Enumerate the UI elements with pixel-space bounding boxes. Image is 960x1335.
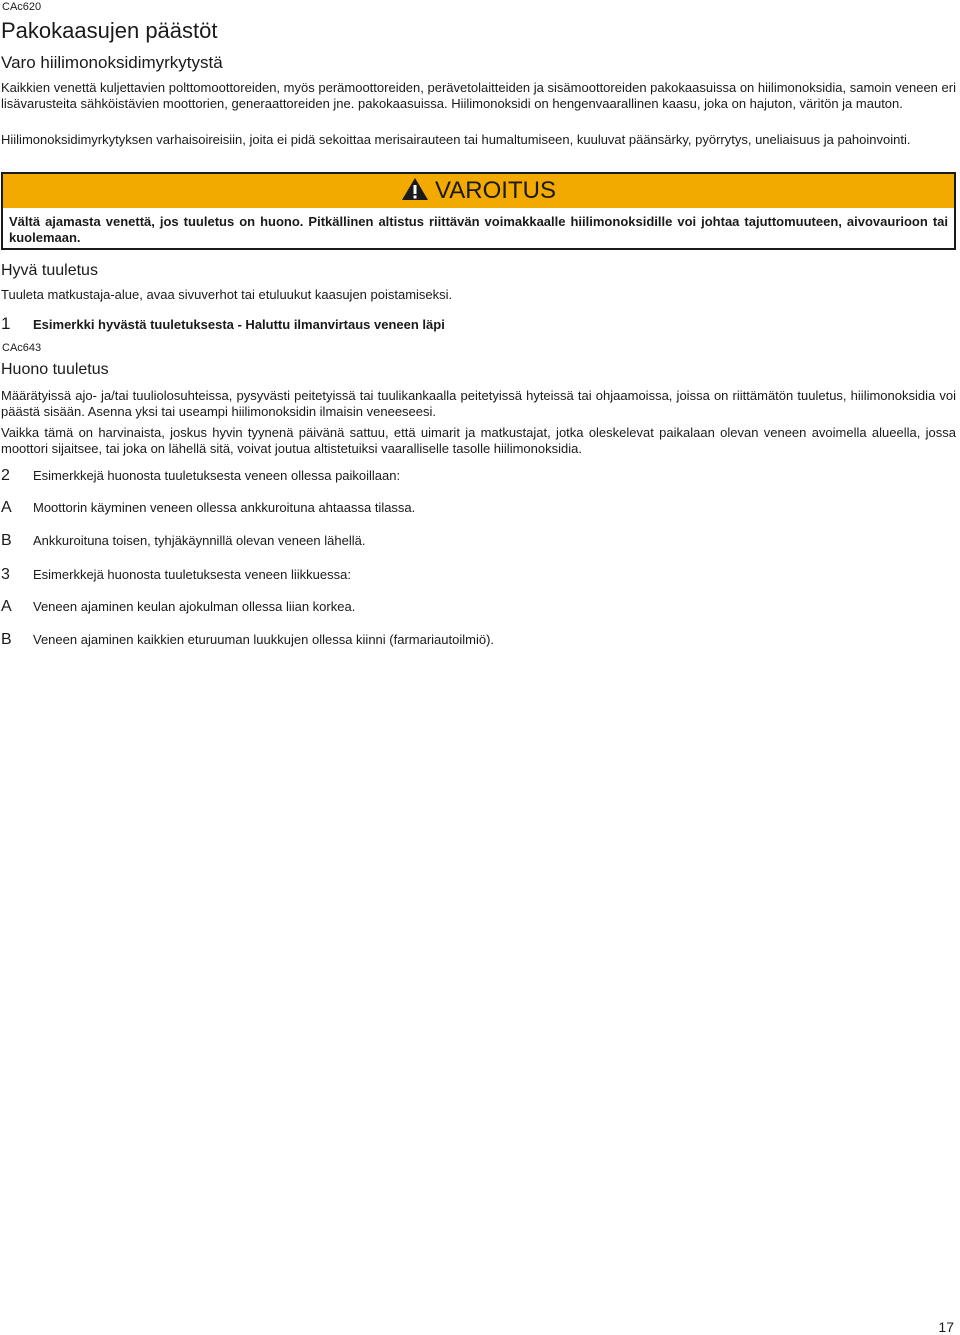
- figure-1-caption: [1, 316, 445, 333]
- list-item: [1, 599, 355, 615]
- list-item: [1, 632, 494, 648]
- list-item-text: Ankkuroituna toisen, tyhjäkäynnillä olevan veneen lähellä.: [33, 533, 366, 548]
- warning-header: [3, 174, 954, 208]
- figure-number: 2: [1, 467, 10, 484]
- intro-paragraph-2: Hiilimonoksidimyrkytyksen varhaisoireisiin, joita ei pidä sekoittaa merisairauteen tai humaltumiseen, kuuluvat päänsärky, pyörrytys, uneliaisuus ja pahoinvointi.: [1, 132, 911, 147]
- list-item: [1, 533, 365, 549]
- figure-number: 1: [1, 314, 11, 333]
- poor-ventilation-heading: Huono tuuletus: [1, 361, 109, 378]
- figure-number: 3: [1, 566, 10, 583]
- list-item-text: Veneen ajaminen kaikkien eturuuman luukkujen ollessa kiinni (farmariautoilmiö).: [33, 632, 495, 647]
- list-item-key: A: [1, 598, 12, 615]
- figure-caption-text: Esimerkkejä huonosta tuuletuksesta veneen ollessa paikoillaan:: [33, 468, 401, 483]
- list-item-text: Veneen ajaminen keulan ajokulman ollessa liian korkea.: [33, 599, 356, 614]
- list-item-key: B: [1, 631, 12, 648]
- section-subtitle: Varo hiilimonoksidimyrkytystä: [1, 53, 223, 72]
- figure-2-caption: [1, 468, 400, 484]
- list-item-text: Moottorin käyminen veneen ollessa ankkuroituna ahtaassa tilassa.: [33, 500, 416, 515]
- warning-triangle-icon: [401, 177, 429, 206]
- good-ventilation-text: Tuuleta matkustaja-alue, avaa sivuverhot tai etuluukut kaasujen poistamiseksi.: [1, 287, 453, 302]
- figure-3-caption: [1, 567, 351, 583]
- page-title: Pakokaasujen päästöt: [1, 18, 218, 43]
- list-item-key: A: [1, 499, 12, 516]
- list-item-key: B: [1, 532, 12, 549]
- poor-ventilation-text-2: Vaikka tämä on harvinaista, joskus hyvin tyynenä päivänä sattuu, että uimarit ja matkustajat, jotka oleskelevat paikalaan olevan veneen avoimella alueella, jossa moottori sijaitsee, tai joka on lähellä sitä, voivat joutua altistetuiksi vaaralliselle tasolle hiilimonoksidia.: [1, 425, 956, 456]
- warning-title: VAROITUS: [435, 177, 556, 204]
- page-number: 17: [938, 1319, 954, 1335]
- section-code: CAc620: [2, 1, 42, 13]
- warning-box: [1, 172, 956, 250]
- warning-text: Vältä ajamasta venettä, jos tuuletus on huono. Pitkällinen altistus riittävän voimakkaalle hiilimonoksidille voi johtaa tajuttomuuteen, aivovaurioon tai kuolemaan.: [9, 214, 948, 245]
- good-ventilation-heading: Hyvä tuuletus: [1, 262, 98, 279]
- figure-caption-text: Esimerkki hyvästä tuuletuksesta - Haluttu ilmanvirtaus veneen läpi: [33, 317, 445, 332]
- intro-paragraph-1: Kaikkien venettä kuljettavien polttomoottoreiden, myös perämoottoreiden, perävetolaitteiden ja sisämoottoreiden pakokaasuissa on hiilimonoksidia, samoin veneen eri lisävarusteita sähköistävien moottorien, generaattoreiden jne. pakokaasuissa. Hiilimonoksidi on hengenvaarallinen kaasu, joka on hajuton, väritön ja mauton.: [1, 80, 956, 111]
- poor-ventilation-text-1: Määrätyissä ajo- ja/tai tuuliolosuhteissa, pysyvästi peitetyissä tai tuulikankaalla peitetyissä hyteissä tai ohjaamoissa, joissa on riittämätön tuuletus, hiilimonoksidia voi päästä sisään. Asenna yksi tai useampi hiilimonoksidin ilmaisin veneeseesi.: [1, 388, 956, 419]
- figure-caption-text: Esimerkkejä huonosta tuuletuksesta veneen liikkuessa:: [33, 567, 351, 582]
- section-code: CAc643: [2, 342, 42, 354]
- list-item: [1, 500, 415, 516]
